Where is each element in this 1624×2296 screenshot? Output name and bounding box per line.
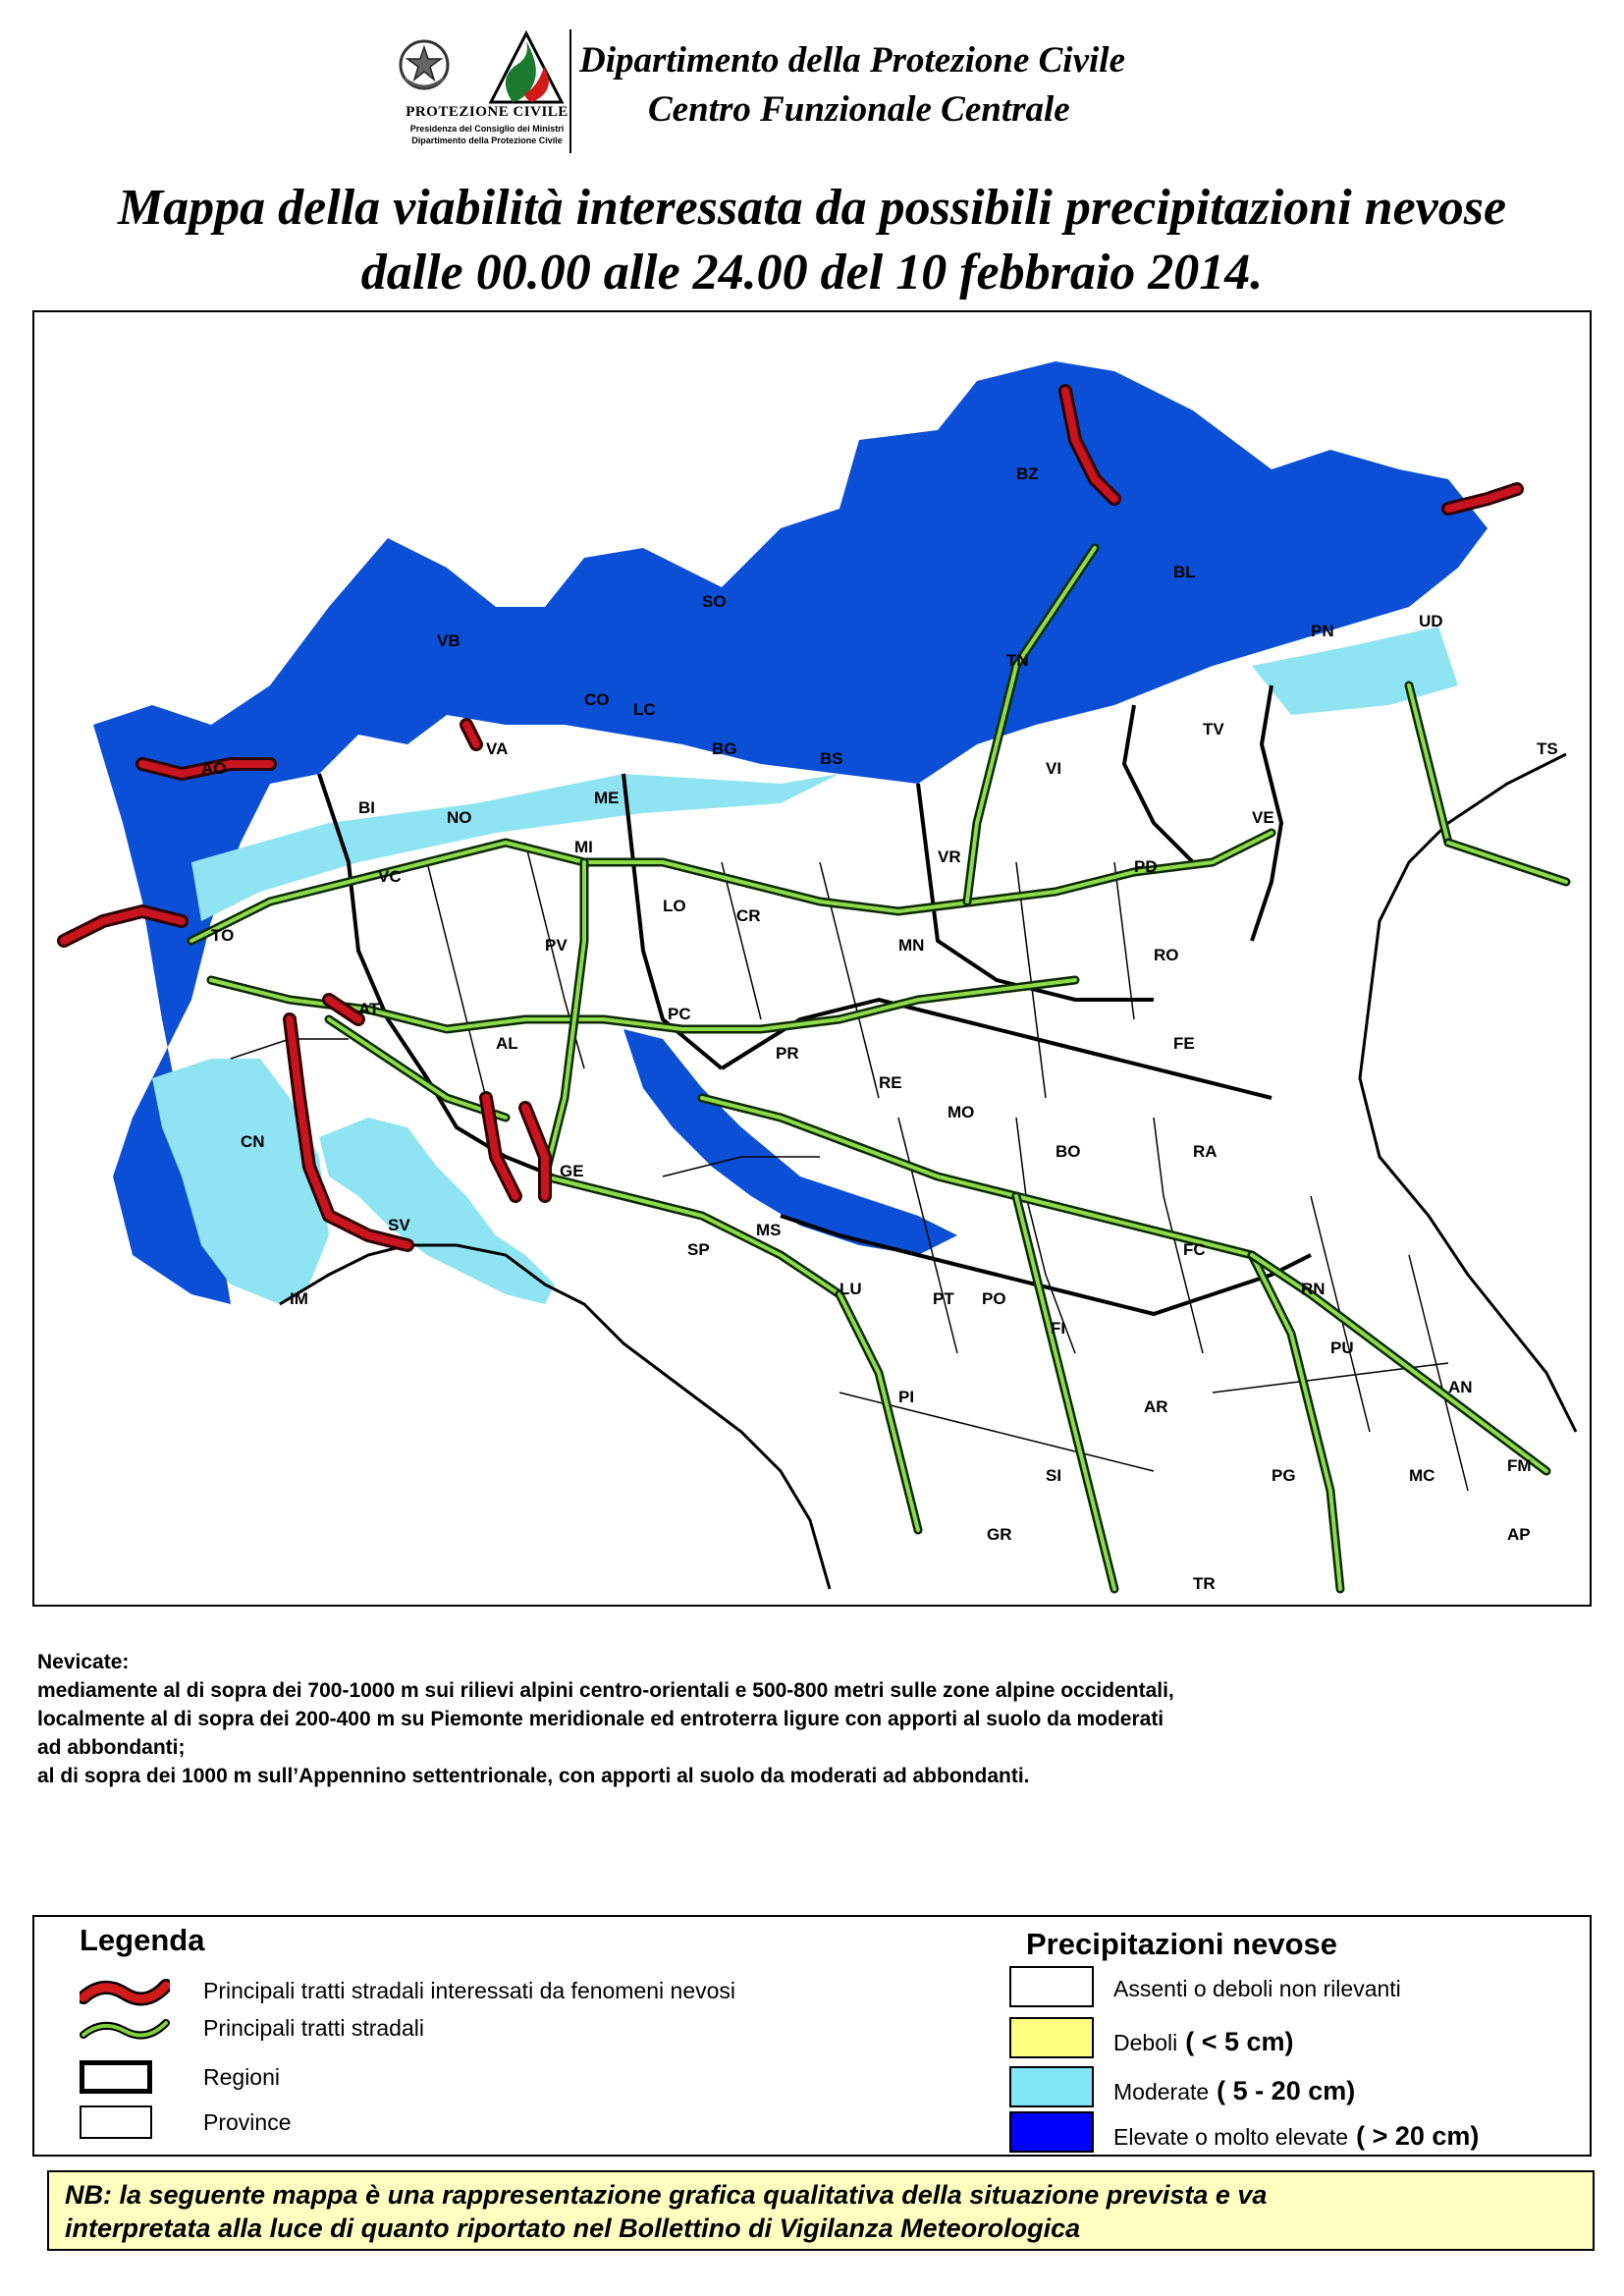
legend [32, 1915, 1592, 2157]
province-label-va: VA [486, 739, 509, 758]
snowfall-road-map [32, 310, 1592, 1607]
legend-label-affected-roads: Principali tratti stradali interessati da fenomeni nevosi [203, 1978, 736, 2003]
province-label-si: SI [1046, 1466, 1062, 1485]
province-label-ro: RO [1154, 946, 1179, 964]
province-label-mi: MI [574, 838, 593, 856]
province-label-fe: FE [1173, 1034, 1195, 1053]
province-label-sv: SV [388, 1216, 410, 1234]
province-label-pg: PG [1272, 1466, 1296, 1485]
province-label-pd: PD [1134, 857, 1158, 876]
centre-name: Centro Funzionale Centrale [648, 89, 1070, 130]
province-label-bz: BZ [1016, 465, 1039, 483]
province-label-vb: VB [437, 631, 460, 650]
province-label-cn: CN [241, 1132, 265, 1151]
province-label-ap: AP [1507, 1525, 1531, 1544]
notes-line-3: ad abbondanti; [37, 1736, 186, 1759]
province-label-ve: VE [1252, 808, 1274, 827]
province-label-pt: PT [933, 1289, 954, 1308]
notes-line-1: mediamente al di sopra dei 700-1000 m sui rilievi alpini centro-orientali e 500-800 metri sulle zone alpine occidentali, [37, 1679, 1174, 1702]
header [0, 20, 1624, 167]
province-label-im: IM [290, 1289, 308, 1308]
province-label-co: CO [584, 690, 610, 709]
province-label-tv: TV [1203, 720, 1224, 738]
protezione-civile-logo-icon [487, 29, 566, 108]
red-road-swatch-icon [80, 1976, 170, 2007]
legend-title: Legenda [80, 1923, 205, 1957]
province-label-an: AN [1448, 1378, 1473, 1396]
snow-label-moderate: Moderate [1113, 2079, 1210, 2105]
snow-swatch-high [1009, 2111, 1094, 2153]
logo-subtitle-2: Dipartimento della Protezione Civile [411, 136, 563, 145]
map-title-line-2: dalle 00.00 alle 24.00 del 10 febbraio 2014. [360, 245, 1264, 301]
province-label-po: PO [982, 1289, 1006, 1308]
province-label-lu: LU [839, 1280, 862, 1298]
legend-item-affected-roads [80, 1974, 963, 2009]
coastline-east [1360, 754, 1576, 1432]
nb-line-1: NB: la seguente mappa è una rappresentazione grafica qualitativa della situazione prevista e va [65, 2180, 1268, 2210]
province-label-ts: TS [1537, 739, 1558, 758]
province-label-cr: CR [736, 906, 761, 925]
province-label-pr: PR [776, 1044, 799, 1063]
province-label-lc: LC [633, 700, 656, 719]
map-title-line-1: Mappa della viabilità interessata da possibili precipitazioni nevose [117, 180, 1507, 236]
notes-heading: Nevicate: [37, 1651, 130, 1673]
province-label-fc: FC [1183, 1240, 1206, 1259]
province-label-gr: GR [987, 1525, 1012, 1544]
province-label-at: AT [358, 1000, 380, 1018]
italian-emblem-icon [395, 33, 454, 94]
province-label-re: RE [879, 1073, 902, 1092]
province-label-bo: BO [1056, 1142, 1081, 1161]
province-label-mn: MN [898, 936, 925, 955]
snow-label-high: Elevate o molto elevate [1113, 2124, 1349, 2150]
snowfall-notes [37, 1648, 1589, 1790]
snow-zone-elevate-apennine [623, 1029, 957, 1255]
province-label-vi: VI [1046, 759, 1062, 778]
logo-title: PROTEZIONE CIVILE [406, 104, 568, 120]
snow-swatch-absent [1009, 1966, 1094, 2007]
legend-label-roads: Principali tratti stradali [203, 2015, 424, 2041]
snow-level-moderate [1009, 2066, 1559, 2109]
snow-label-absent: Assenti o deboli non rilevanti [1113, 1976, 1401, 2001]
legend-label-regions: Regioni [203, 2064, 280, 2090]
snow-swatch-light [1009, 2017, 1094, 2058]
province-label-vr: VR [938, 847, 961, 866]
snow-zone-moderate-piedmont [319, 1118, 555, 1304]
snow-level-light [1009, 2017, 1559, 2060]
province-label-ar: AR [1144, 1397, 1168, 1416]
province-label-bl: BL [1173, 563, 1196, 581]
region-border-swatch [80, 2060, 152, 2094]
province-label-so: SO [702, 592, 727, 611]
legend-item-provinces [80, 2105, 669, 2141]
legend-label-provinces: Province [203, 2109, 292, 2135]
snow-swatch-moderate [1009, 2066, 1094, 2107]
province-label-ge: GE [560, 1162, 584, 1180]
snow-legend-title: Precipitazioni nevose [1026, 1927, 1337, 1961]
snow-level-absent [1009, 1966, 1559, 2009]
province-label-lo: LO [663, 897, 686, 915]
province-border-swatch [80, 2105, 152, 2139]
province-label-pu: PU [1330, 1339, 1354, 1357]
logo-subtitle-1: Presidenza del Consiglio dei Ministri [409, 124, 565, 134]
province-label-sp: SP [687, 1240, 710, 1259]
green-road-swatch-icon [80, 2013, 170, 2045]
province-label-pv: PV [545, 936, 568, 955]
notes-line-4: al di sopra dei 1000 m sull’Appennino settentrionale, con apporti al suolo da moderati ad abbondanti. [37, 1765, 1030, 1787]
province-label-to: TO [211, 926, 235, 945]
legend-item-regions [80, 2060, 669, 2096]
notes-line-2: localmente al di sopra dei 200-400 m su Piemonte meridionale ed entroterra ligure con apporti al suolo da moderati [37, 1708, 1164, 1730]
department-name: Dipartimento della Protezione Civile [579, 40, 1125, 81]
snow-range-light: ( < 5 cm) [1185, 2027, 1294, 2056]
province-label-bi: BI [358, 798, 375, 817]
province-label-ra: RA [1193, 1142, 1218, 1161]
province-label-mc: MC [1409, 1466, 1435, 1485]
province-label-vc: VC [378, 867, 402, 886]
province-label-fi: FI [1051, 1319, 1066, 1338]
snow-range-moderate: ( 5 - 20 cm) [1217, 2076, 1356, 2105]
province-label-bg: BG [712, 739, 737, 758]
province-label-ud: UD [1419, 612, 1443, 630]
map-canvas [34, 312, 1590, 1605]
province-label-tn: TN [1006, 651, 1029, 670]
province-label-tr: TR [1193, 1574, 1216, 1593]
province-label-bs: BS [820, 749, 843, 768]
coastline [280, 1245, 830, 1589]
province-label-ms: MS [756, 1221, 782, 1239]
province-label-no: NO [447, 808, 472, 827]
province-label-pi: PI [898, 1388, 915, 1406]
province-label-ao: AO [201, 759, 227, 778]
province-label-pc: PC [668, 1005, 691, 1023]
province-label-fm: FM [1507, 1456, 1532, 1475]
nb-disclaimer [47, 2170, 1595, 2251]
province-label-me: ME [594, 789, 620, 807]
snow-level-high [1009, 2111, 1579, 2155]
province-label-pn: PN [1311, 622, 1334, 640]
province-label-al: AL [496, 1034, 518, 1053]
logo-divider [569, 29, 571, 153]
legend-item-roads [80, 2011, 963, 2047]
province-label-rn: RN [1301, 1280, 1326, 1298]
province-label-mo: MO [947, 1103, 975, 1121]
snow-label-light: Deboli [1113, 2030, 1178, 2055]
nb-line-2: interpretata alla luce di quanto riportato nel Bollettino di Vigilanza Meteorologica [65, 2214, 1081, 2243]
snow-range-high: ( > 20 cm) [1356, 2121, 1480, 2151]
